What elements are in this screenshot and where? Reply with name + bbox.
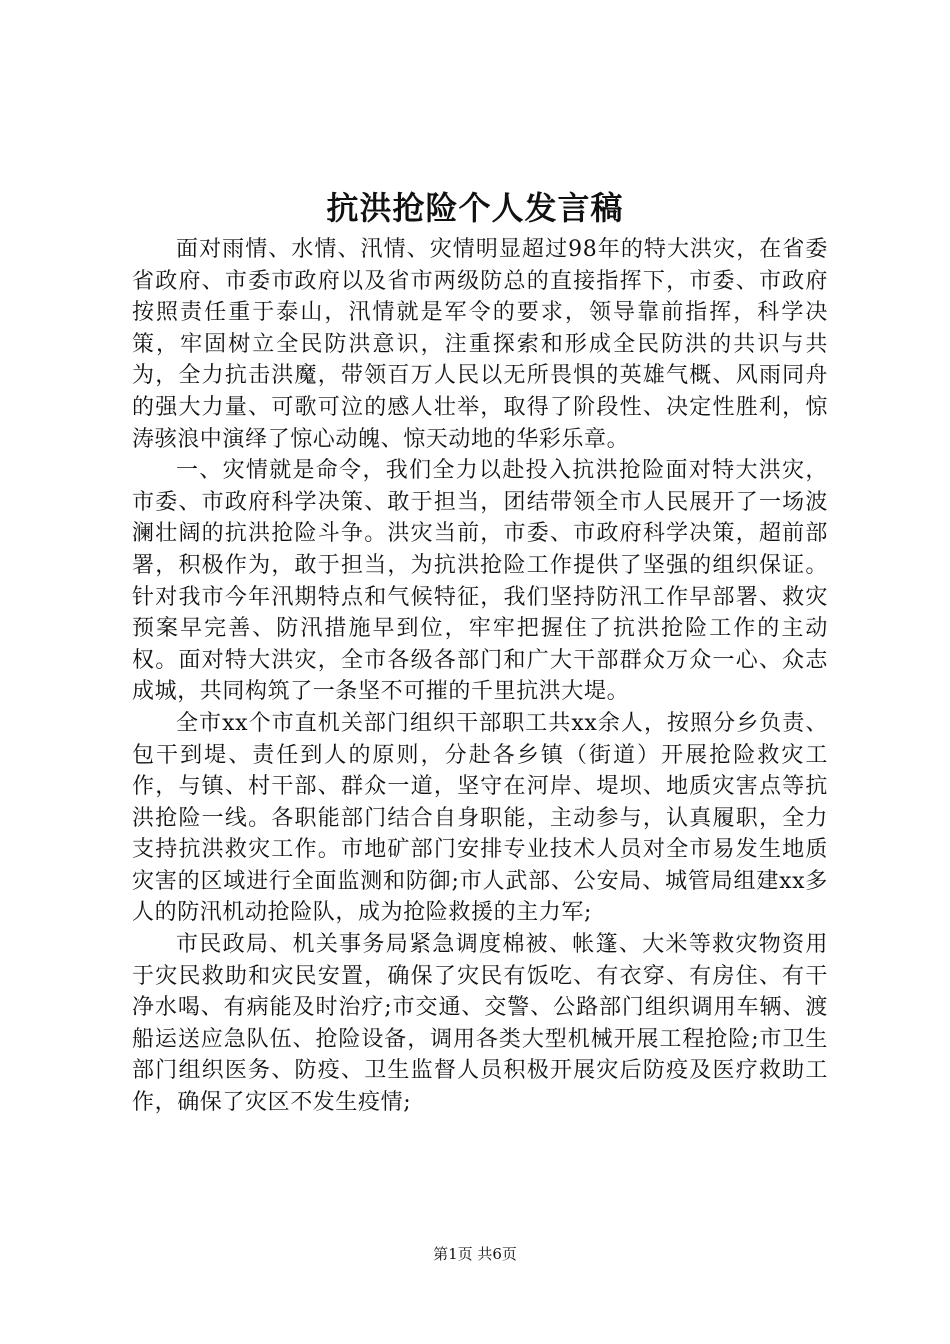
paragraph-3: 全市xx个市直机关部门组织干部职工共xx余人，按照分乡负责、包干到堤、责任到人的原则，分赴各乡镇（街道）开展抢险救灾工作，与镇、村干部、群众一道，坚守在河岸、堤坝、地质灾害点等抗洪抢险一线。各职能部门结合自身职能，主动参与，认真履职，全力支持抗洪救灾工作。市地矿部门安排专业技术人员对全市易发生地质灾害的区域进行全面监测和防御;市人武部、公安局、城管局组建xx多人的防汛机动抢险队，成为抢险救援的主力军; <box>132 710 828 926</box>
page-number-footer: 第1页 共6页 <box>433 1245 517 1263</box>
document-title: 抗洪抢险个人发言稿 <box>326 189 624 227</box>
paragraph-1: 面对雨情、水情、汛情、灾情明显超过98年的特大洪灾，在省委省政府、市委市政府以及省市两级防总的直接指挥下，市委、市政府按照责任重于泰山，汛情就是军令的要求，领导靠前指挥，科学决策，牢固树立全民防洪意识，注重探索和形成全民防洪的共识与共为，全力抗击洪魔，带领百万人民以无所畏惧的英雄气概、风雨同舟的强大力量、可歌可泣的感人壮举，取得了阶段性、决定性胜利，惊涛骇浪中演绎了惊心动魄、惊天动地的华彩乐章。 <box>132 237 828 452</box>
paragraph-2: 一、灾情就是命令，我们全力以赴投入抗洪抢险面对特大洪灾，市委、市政府科学决策、敢于担当，团结带领全市人民展开了一场波澜壮阔的抗洪抢险斗争。洪灾当前，市委、市政府科学决策，超前部署，积极作为，敢于担当，为抗洪抢险工作提供了坚强的组织保证。针对我市今年汛期特点和气候特征，我们坚持防汛工作早部署、救灾预案早完善、防汛措施早到位，牢牢把握住了抗洪抢险工作的主动权。面对特大洪灾，全市各级各部门和广大干部群众万众一心、众志成城，共同构筑了一条坚不可摧的千里抗洪大堤。 <box>132 458 828 705</box>
document-body <box>132 234 828 1119</box>
paragraph-4: 市民政局、机关事务局紧急调度棉被、帐篷、大米等救灾物资用于灾民救助和灾民安置，确保了灾民有饭吃、有衣穿、有房住、有干净水喝、有病能及时治疗;市交通、交警、公路部门组织调用车辆、渡船运送应急队伍、抢险设备，调用各类大型机械开展工程抢险;市卫生部门组织医务、防疫、卫生监督人员积极开展灾后防疫及医疗救助工作，确保了灾区不发生疫情; <box>132 932 828 1116</box>
